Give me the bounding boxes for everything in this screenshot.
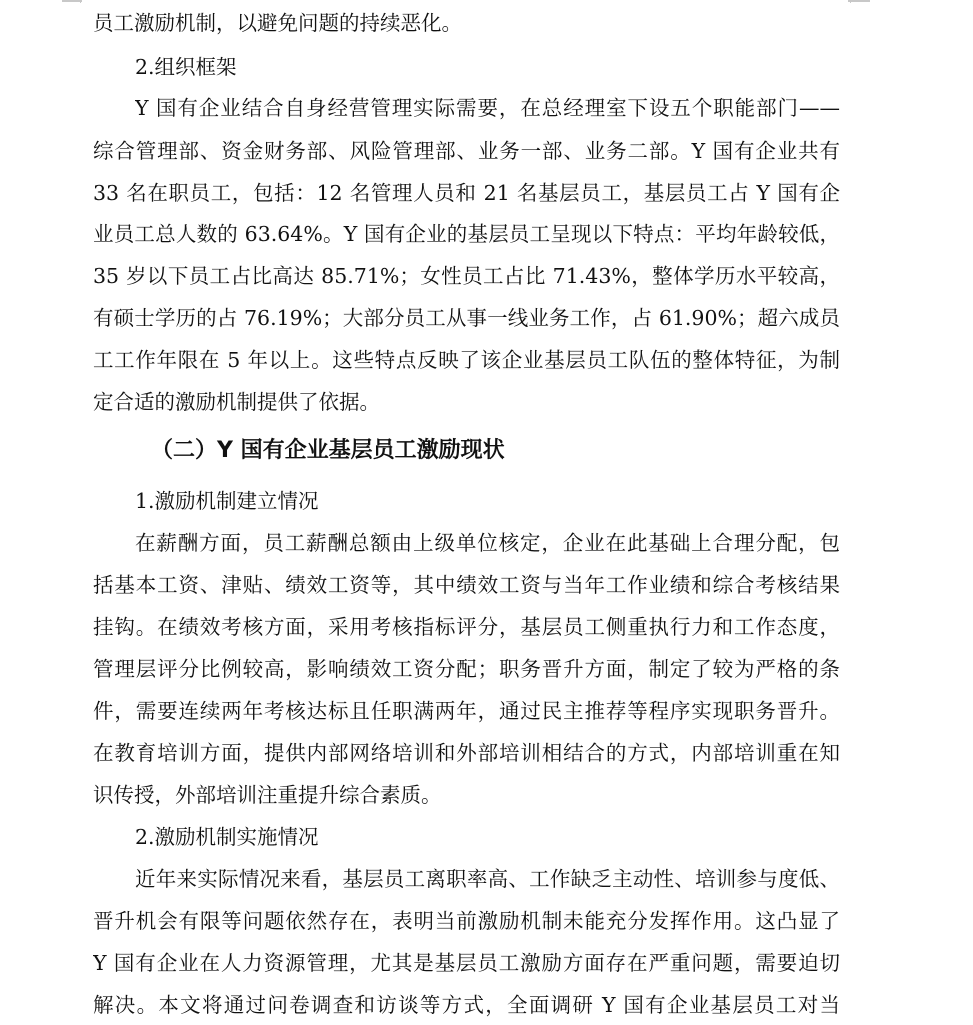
section-heading-incentive-status: （二）Y 国有企业基层员工激励现状 [151,438,505,463]
paragraph-line: 员工激励机制，以避免问题的持续恶化。 [93,11,462,35]
subsection-heading-mechanism-implementation: 2.激励机制实施情况 [135,825,319,849]
paragraph-line: 定合适的激励机制提供了依据。 [93,390,380,414]
paragraph-line: 挂钩。在绩效考核方面，采用考核指标评分，基层员工侧重执行力和工作态度， [93,615,840,639]
subsection-heading-mechanism-establishment: 1.激励机制建立情况 [135,489,319,513]
paragraph-line: 业员工总人数的 63.64%。Y 国有企业的基层员工呈现以下特点：平均年龄较低， [93,222,840,246]
paragraph-line: 33 名在职员工，包括：12 名管理人员和 21 名基层员工，基层员工占 Y 国有企 [93,181,840,205]
paragraph-line: 在教育培训方面，提供内部网络培训和外部培训相结合的方式，内部培训重在知 [93,741,840,765]
paragraph-line: 解决。本文将通过问卷调查和访谈等方式，全面调研 Y 国有企业基层员工对当 [93,993,840,1017]
paragraph-line: 识传授，外部培训注重提升综合素质。 [93,783,442,807]
paragraph-line: 件，需要连续两年考核达标且任职满两年，通过民主推荐等程序实现职务晋升。 [93,699,840,723]
paragraph-line: 35 岁以下员工占比高达 85.71%；女性员工占比 71.43%，整体学历水平较高， [93,264,840,288]
page-corner-mark-left-vertical [80,0,81,3]
paragraph-line: Y 国有企业结合自身经营管理实际需要，在总经理室下设五个职能部门—— [135,96,840,120]
subsection-heading-org-framework: 2.组织框架 [135,55,237,79]
paragraph-line: Y 国有企业在人力资源管理，尤其是基层员工激励方面存在严重问题，需要迫切 [93,951,840,975]
paragraph-line: 管理层评分比例较高，影响绩效工资分配；职务晋升方面，制定了较为严格的条 [93,657,840,681]
paragraph-line: 括基本工资、津贴、绩效工资等，其中绩效工资与当年工作业绩和综合考核结果 [93,573,840,597]
page-corner-mark-right [848,0,870,2]
paragraph-line: 工工作年限在 5 年以上。这些特点反映了该企业基层员工队伍的整体特征，为制 [93,348,840,372]
page-corner-mark-right-vertical [850,0,851,3]
page-corner-mark-left [62,0,82,2]
paragraph-line: 在薪酬方面，员工薪酬总额由上级单位核定，企业在此基础上合理分配，包 [135,531,840,555]
paragraph-line: 近年来实际情况来看，基层员工离职率高、工作缺乏主动性、培训参与度低、 [135,867,840,891]
paragraph-line: 综合管理部、资金财务部、风险管理部、业务一部、业务二部。Y 国有企业共有 [93,139,840,163]
paragraph-line: 晋升机会有限等问题依然存在，表明当前激励机制未能充分发挥作用。这凸显了 [93,909,840,933]
paragraph-line: 有硕士学历的占 76.19%；大部分员工从事一线业务工作，占 61.90%；超六成员 [93,306,840,330]
